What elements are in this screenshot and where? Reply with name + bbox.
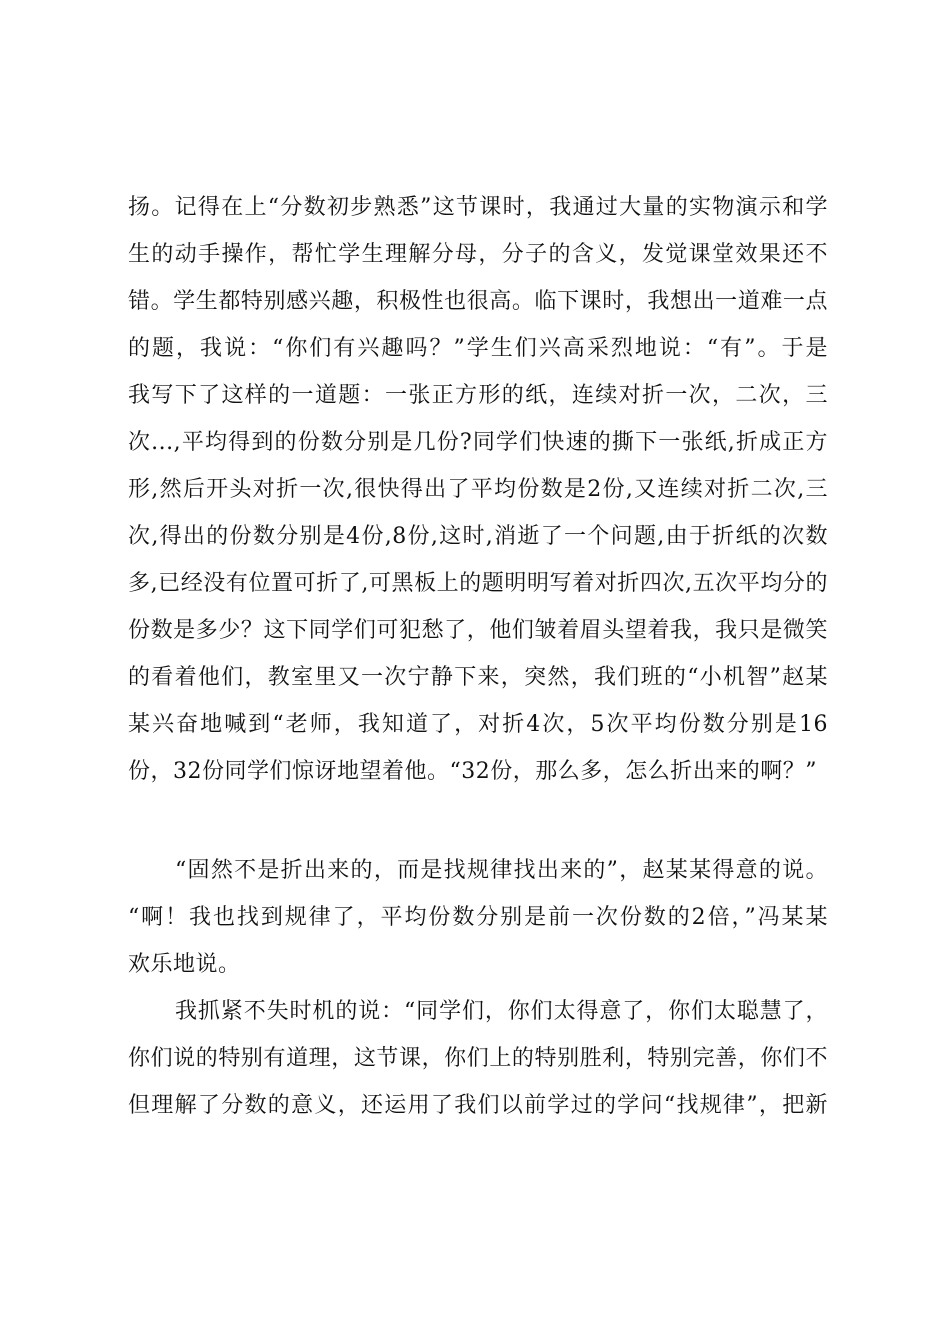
text-line: 生的动手操作，帮忙学生理解分母，分子的含义，发觉课堂效果还不 [128, 242, 828, 267]
text-line: 但理解了分数的意义，还运用了我们以前学过的学问“找规律”，把新 [128, 1093, 828, 1118]
text-line: 你们说的特别有道理，这节课，你们上的特别胜利，特别完善，你们不 [128, 1046, 828, 1071]
text-line: 份，32份同学们惊讶地望着他。“32份，那么多，怎么折出来的啊？” [128, 759, 817, 784]
text-line: “啊！我也找到规律了，平均份数分别是前一次份数的2倍，”冯某某 [128, 905, 828, 930]
text-line: 的题，我说：“你们有兴趣吗？”学生们兴高采烈地说：“有”。于是 [128, 336, 828, 361]
text-line: 我抓紧不失时机的说：“同学们，你们太得意了，你们太聪慧了， [175, 999, 828, 1024]
text-line: 次,得出的份数分别是4份,8份,这时,消逝了一个问题,由于折纸的次数 [128, 524, 828, 549]
text-line: 扬。记得在上“分数初步熟悉”这节课时，我通过大量的实物演示和学 [128, 195, 828, 220]
text-line: 错。学生都特别感兴趣，积极性也很高。临下课时，我想出一道难一点 [128, 289, 828, 314]
text-line: 的看着他们，教室里又一次宁静下来，突然，我们班的“小机智”赵某 [128, 665, 828, 690]
text-line: 份数是多少？这下同学们可犯愁了，他们皱着眉头望着我，我只是微笑 [128, 618, 828, 643]
text-line: 我写下了这样的一道题：一张正方形的纸，连续对折一次，二次，三 [128, 383, 828, 408]
text-line: 欢乐地说。 [128, 952, 241, 977]
text-line: 多,已经没有位置可折了,可黑板上的题明明写着对折四次,五次平均分的 [128, 571, 828, 596]
text-line: 某兴奋地喊到“老师，我知道了，对折4次，5次平均份数分别是16 [128, 712, 828, 737]
text-line: 次...,平均得到的份数分别是几份?同学们快速的撕下一张纸,折成正方 [128, 430, 828, 455]
text-line: “固然不是折出来的，而是找规律找出来的”，赵某某得意的说。 [175, 858, 828, 883]
text-line: 形,然后开头对折一次,很快得出了平均份数是2份,又连续对折二次,三 [128, 477, 828, 502]
